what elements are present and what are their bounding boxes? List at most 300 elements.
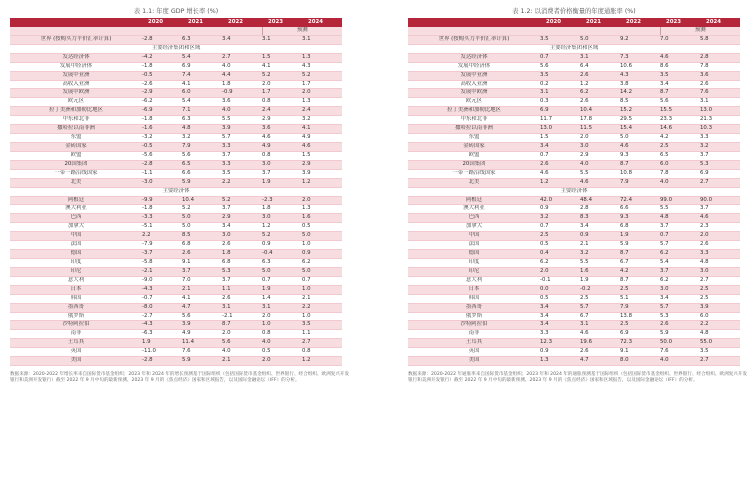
value-cell: 7.0: [182, 276, 222, 285]
value-cell: -6.2: [142, 98, 182, 107]
value-cell: -4.3: [142, 321, 182, 330]
value-cell: 5.2: [262, 71, 302, 80]
row-label: 墨西哥: [10, 303, 142, 312]
value-cell: -5.8: [142, 258, 182, 267]
value-cell: 4.3: [302, 62, 342, 71]
table-row: [408, 196, 740, 205]
table-row: [10, 134, 342, 143]
value-cell: 5.5: [580, 169, 620, 178]
row-label: 巴西: [10, 214, 142, 223]
value-cell: 3.4: [660, 294, 700, 303]
section-heading: 主要经济集团和区域: [10, 44, 342, 53]
value-cell: 0.8: [262, 151, 302, 160]
value-cell: 3.0: [660, 285, 700, 294]
value-cell: 3.2: [700, 142, 740, 151]
table-row: [408, 98, 740, 107]
row-label: 20国集团: [408, 160, 540, 169]
value-cell: 2.6: [580, 98, 620, 107]
row-label: 德国: [10, 250, 142, 259]
value-cell: -0.5: [142, 142, 182, 151]
value-cell: 14.6: [660, 125, 700, 134]
inflation-table-panel: [408, 6, 748, 384]
value-cell: 2.9: [580, 151, 620, 160]
table-row: [10, 330, 342, 339]
table-row: [10, 116, 342, 125]
value-cell: 3.5: [222, 169, 262, 178]
table-row: [10, 321, 342, 330]
value-cell: 1.3: [302, 53, 342, 62]
row-label: 撒哈拉以南非洲: [10, 125, 142, 134]
value-cell: 1.3: [540, 357, 580, 366]
value-cell: 2.5: [580, 294, 620, 303]
value-cell: 6.5: [182, 160, 222, 169]
value-cell: 7.6: [182, 348, 222, 357]
value-cell: 10.3: [700, 125, 740, 134]
value-cell: 12.3: [540, 339, 580, 348]
value-cell: -2.8: [142, 35, 182, 44]
value-cell: 0.2: [540, 80, 580, 89]
value-cell: 1.9: [580, 276, 620, 285]
value-cell: 2.0: [262, 357, 302, 366]
value-cell: -1.1: [142, 169, 182, 178]
table-row: [408, 250, 740, 259]
table-row: [10, 107, 342, 116]
value-cell: -0.9: [222, 89, 262, 98]
value-cell: 1.5: [302, 151, 342, 160]
value-cell: 9.3: [620, 214, 660, 223]
row-label: 发展中亚洲: [408, 71, 540, 80]
value-cell: 4.1: [182, 294, 222, 303]
value-cell: -9.0: [142, 276, 182, 285]
value-cell: 9.1: [620, 348, 660, 357]
value-cell: 5.7: [660, 241, 700, 250]
table-row: [10, 80, 342, 89]
value-cell: 0.5: [302, 223, 342, 232]
value-cell: 5.3: [700, 160, 740, 169]
blank-cell: [10, 27, 142, 35]
value-cell: 5.9: [182, 357, 222, 366]
row-label: 南非: [408, 330, 540, 339]
table-row: [10, 241, 342, 250]
value-cell: -5.1: [142, 223, 182, 232]
row-label: 欧元区: [408, 98, 540, 107]
value-cell: 9.1: [182, 258, 222, 267]
gdp-growth-table: [10, 18, 342, 366]
value-cell: 6.0: [660, 160, 700, 169]
value-cell: -1.6: [142, 125, 182, 134]
value-cell: 6.4: [580, 62, 620, 71]
value-cell: 8.5: [182, 232, 222, 241]
value-cell: 1.2: [302, 178, 342, 187]
column-header: 2023: [660, 18, 700, 27]
value-cell: 8.7: [222, 321, 262, 330]
value-cell: -2.7: [142, 312, 182, 321]
value-cell: 7.1: [182, 107, 222, 116]
value-cell: -3.3: [142, 214, 182, 223]
value-cell: 5.5: [580, 258, 620, 267]
value-cell: 3.0: [262, 160, 302, 169]
value-cell: 3.1: [540, 89, 580, 98]
column-header: 2022: [222, 18, 262, 27]
row-label: 澳大利亚: [10, 205, 142, 214]
value-cell: 4.7: [182, 303, 222, 312]
value-cell: 6.2: [660, 276, 700, 285]
value-cell: 7.8: [700, 62, 740, 71]
blank-cell: [182, 27, 222, 35]
value-cell: 6.9: [700, 169, 740, 178]
value-cell: 72.4: [620, 196, 660, 205]
value-cell: 0.7: [540, 53, 580, 62]
value-cell: 2.6: [182, 250, 222, 259]
world-row: [408, 35, 740, 44]
value-cell: 7.6: [660, 348, 700, 357]
value-cell: 90.0: [700, 196, 740, 205]
value-cell: 2.2: [142, 232, 182, 241]
row-label: 韩国: [10, 294, 142, 303]
section-heading: 主要经济集团和区域: [408, 44, 740, 53]
value-cell: -6.9: [142, 107, 182, 116]
table-row: [10, 98, 342, 107]
row-label: 发达经济体: [10, 53, 142, 62]
table-row: [408, 223, 740, 232]
table-row: [408, 160, 740, 169]
value-cell: 4.9: [182, 330, 222, 339]
table-row: [408, 169, 740, 178]
table-row: [10, 169, 342, 178]
value-cell: -1.8: [142, 62, 182, 71]
value-cell: 4.0: [580, 160, 620, 169]
table-row: [10, 89, 342, 98]
value-cell: 5.0: [302, 232, 342, 241]
table-row: [408, 321, 740, 330]
value-cell: 7.0: [660, 35, 700, 44]
value-cell: 29.5: [620, 116, 660, 125]
value-cell: 5.5: [222, 116, 262, 125]
value-cell: 2.0: [580, 134, 620, 143]
column-header: 2023: [262, 18, 302, 27]
row-label: 发展中欧洲: [408, 89, 540, 98]
value-cell: 6.9: [540, 107, 580, 116]
row-label: 金砖国家: [10, 142, 142, 151]
value-cell: 1.8: [262, 205, 302, 214]
value-cell: 3.5: [302, 321, 342, 330]
column-header: 2022: [620, 18, 660, 27]
table-row: [10, 250, 342, 259]
value-cell: 14.2: [620, 89, 660, 98]
table-row: [408, 232, 740, 241]
inflation-table: [408, 18, 740, 366]
value-cell: 15.4: [620, 125, 660, 134]
value-cell: 5.0: [262, 267, 302, 276]
forecast-label: 预测: [262, 27, 342, 35]
value-cell: 4.8: [700, 258, 740, 267]
value-cell: 4.1: [262, 62, 302, 71]
value-cell: 2.0: [700, 232, 740, 241]
table-row: [408, 125, 740, 134]
value-cell: 1.2: [580, 80, 620, 89]
value-cell: 0.8: [262, 330, 302, 339]
value-cell: 2.7: [302, 339, 342, 348]
value-cell: 0.4: [540, 250, 580, 259]
value-cell: 0.5: [540, 294, 580, 303]
value-cell: 4.2: [620, 267, 660, 276]
value-cell: 3.1: [700, 98, 740, 107]
value-cell: 6.6: [182, 169, 222, 178]
header-row: [408, 18, 740, 27]
value-cell: 8.7: [620, 276, 660, 285]
value-cell: -1.8: [142, 116, 182, 125]
value-cell: 8.3: [580, 214, 620, 223]
value-cell: 5.6: [182, 151, 222, 160]
value-cell: 4.6: [700, 214, 740, 223]
row-label: 韩国: [408, 294, 540, 303]
table-row: [408, 312, 740, 321]
value-cell: 7.9: [182, 142, 222, 151]
value-cell: 2.1: [182, 285, 222, 294]
value-cell: 5.9: [660, 330, 700, 339]
value-cell: 4.7: [580, 357, 620, 366]
value-cell: 6.7: [620, 258, 660, 267]
forecast-row: [408, 27, 740, 35]
value-cell: 4.6: [620, 142, 660, 151]
value-cell: -11.0: [142, 348, 182, 357]
header-row: [10, 18, 342, 27]
column-header: [408, 18, 540, 27]
value-cell: 3.1: [302, 35, 342, 44]
value-cell: 0.5: [262, 348, 302, 357]
value-cell: 2.4: [262, 107, 302, 116]
value-cell: 1.7: [262, 89, 302, 98]
value-cell: 3.7: [222, 151, 262, 160]
value-cell: -3.0: [142, 178, 182, 187]
row-label: 阿根廷: [10, 196, 142, 205]
value-cell: -0.5: [142, 71, 182, 80]
row-label: 中国: [408, 232, 540, 241]
table-row: [10, 339, 342, 348]
value-cell: 3.7: [182, 267, 222, 276]
value-cell: 2.5: [620, 285, 660, 294]
value-cell: 4.6: [262, 134, 302, 143]
value-cell: 50.0: [660, 339, 700, 348]
value-cell: 4.6: [580, 330, 620, 339]
value-cell: 4.8: [700, 330, 740, 339]
section-row: [10, 187, 342, 196]
value-cell: 3.7: [222, 205, 262, 214]
row-label: 拉丁美洲和加勒比地区: [10, 107, 142, 116]
value-cell: 4.8: [182, 125, 222, 134]
value-cell: 3.4: [540, 303, 580, 312]
section-heading: 主要经济体: [10, 187, 342, 196]
value-cell: 6.2: [540, 258, 580, 267]
value-cell: 2.7: [700, 178, 740, 187]
value-cell: 2.3: [700, 223, 740, 232]
row-label: 印尼: [408, 267, 540, 276]
value-cell: 3.4: [540, 321, 580, 330]
value-cell: 0.9: [540, 348, 580, 357]
value-cell: -8.0: [142, 303, 182, 312]
value-cell: 5.6: [540, 62, 580, 71]
value-cell: -2.8: [142, 357, 182, 366]
value-cell: 3.9: [302, 169, 342, 178]
value-cell: 3.1: [222, 303, 262, 312]
value-cell: 19.6: [580, 339, 620, 348]
table-row: [10, 303, 342, 312]
value-cell: 2.6: [660, 321, 700, 330]
value-cell: -0.1: [540, 276, 580, 285]
value-cell: 3.0: [700, 267, 740, 276]
row-label: 高收入亚洲: [408, 80, 540, 89]
value-cell: 10.6: [620, 62, 660, 71]
value-cell: -2.8: [142, 160, 182, 169]
value-cell: 2.5: [620, 321, 660, 330]
table-row: [408, 53, 740, 62]
value-cell: 5.4: [182, 53, 222, 62]
value-cell: 5.4: [182, 98, 222, 107]
value-cell: 99.0: [660, 196, 700, 205]
section-row: [408, 44, 740, 53]
table-row: [408, 205, 740, 214]
value-cell: 2.6: [540, 160, 580, 169]
value-cell: 3.3: [700, 134, 740, 143]
value-cell: 2.6: [222, 294, 262, 303]
world-row: [10, 35, 342, 44]
value-cell: 3.5: [540, 71, 580, 80]
value-cell: 3.4: [540, 312, 580, 321]
table-row: [10, 71, 342, 80]
row-label: 一带一路沿线国家: [408, 169, 540, 178]
value-cell: 0.3: [540, 98, 580, 107]
value-cell: -3.7: [142, 250, 182, 259]
value-cell: 0.7: [540, 223, 580, 232]
row-label: 英国: [10, 348, 142, 357]
table-row: [408, 214, 740, 223]
row-label: 高收入亚洲: [10, 80, 142, 89]
blank-cell: [222, 27, 262, 35]
value-cell: 1.2: [262, 223, 302, 232]
value-cell: 11.5: [580, 125, 620, 134]
value-cell: 6.2: [580, 89, 620, 98]
value-cell: 2.0: [262, 312, 302, 321]
value-cell: 5.0: [182, 223, 222, 232]
row-label: 阿根廷: [408, 196, 540, 205]
row-label: 南非: [10, 330, 142, 339]
table-row: [10, 285, 342, 294]
value-cell: 2.4: [302, 107, 342, 116]
row-label: 墨西哥: [408, 303, 540, 312]
value-cell: 6.2: [660, 250, 700, 259]
row-label: 土耳其: [10, 339, 142, 348]
row-label: 加拿大: [408, 223, 540, 232]
value-cell: 5.9: [182, 178, 222, 187]
table-row: [10, 276, 342, 285]
row-label: 世界 (按购买力平价汇率计算): [10, 35, 142, 44]
value-cell: 3.9: [182, 321, 222, 330]
value-cell: 2.1: [580, 241, 620, 250]
value-cell: 8.6: [660, 62, 700, 71]
value-cell: 4.8: [660, 214, 700, 223]
value-cell: 2.7: [700, 357, 740, 366]
table-row: [10, 196, 342, 205]
value-cell: 3.5: [660, 71, 700, 80]
row-label: 印度: [10, 258, 142, 267]
value-cell: 5.3: [222, 267, 262, 276]
value-cell: 0.7: [262, 276, 302, 285]
value-cell: 9.2: [620, 35, 660, 44]
value-cell: 0.8: [262, 98, 302, 107]
value-cell: 1.0: [262, 321, 302, 330]
table-row: [408, 348, 740, 357]
value-cell: 5.0: [620, 134, 660, 143]
value-cell: 1.0: [302, 241, 342, 250]
blank-cell: [620, 27, 660, 35]
value-cell: 1.6: [302, 214, 342, 223]
value-cell: 17.8: [580, 116, 620, 125]
row-label: 金砖国家: [408, 142, 540, 151]
row-label: 沙特阿拉伯: [408, 321, 540, 330]
table-row: [10, 294, 342, 303]
value-cell: 4.3: [620, 71, 660, 80]
table-row: [10, 214, 342, 223]
value-cell: 3.6: [700, 71, 740, 80]
value-cell: 2.9: [222, 214, 262, 223]
value-cell: 4.4: [222, 71, 262, 80]
row-label: 中东和北非: [10, 116, 142, 125]
table-row: [10, 178, 342, 187]
row-label: 发展中经济体: [408, 62, 540, 71]
value-cell: 2.0: [222, 330, 262, 339]
table-row: [408, 62, 740, 71]
value-cell: 3.1: [262, 303, 302, 312]
value-cell: 5.4: [660, 258, 700, 267]
value-cell: 0.9: [580, 232, 620, 241]
value-cell: -0.4: [262, 250, 302, 259]
value-cell: 6.3: [182, 35, 222, 44]
value-cell: 5.2: [302, 71, 342, 80]
gdp-growth-table-panel: [10, 6, 350, 384]
table-row: [408, 116, 740, 125]
column-header: 2024: [700, 18, 740, 27]
value-cell: 1.2: [302, 357, 342, 366]
value-cell: 3.8: [620, 80, 660, 89]
value-cell: 3.4: [222, 35, 262, 44]
value-cell: 2.6: [580, 348, 620, 357]
value-cell: 7.8: [660, 169, 700, 178]
value-cell: 0.8: [302, 348, 342, 357]
value-cell: 1.8: [222, 80, 262, 89]
value-cell: 8.7: [620, 250, 660, 259]
value-cell: -5.6: [142, 151, 182, 160]
row-label: 沙特阿拉伯: [10, 321, 142, 330]
value-cell: 6.8: [620, 223, 660, 232]
table-row: [408, 134, 740, 143]
value-cell: 72.3: [620, 339, 660, 348]
table-row: [408, 71, 740, 80]
value-cell: 4.0: [660, 357, 700, 366]
value-cell: 1.5: [262, 53, 302, 62]
value-cell: 3.3: [222, 142, 262, 151]
value-cell: 1.0: [302, 285, 342, 294]
value-cell: 8.7: [660, 89, 700, 98]
row-label: 德国: [408, 250, 540, 259]
value-cell: 5.6: [222, 339, 262, 348]
value-cell: 0.7: [660, 232, 700, 241]
value-cell: 7.6: [700, 89, 740, 98]
table-row: [10, 62, 342, 71]
row-label: 土耳其: [408, 339, 540, 348]
row-label: 印度: [408, 258, 540, 267]
value-cell: 4.0: [660, 178, 700, 187]
value-cell: 1.0: [302, 312, 342, 321]
